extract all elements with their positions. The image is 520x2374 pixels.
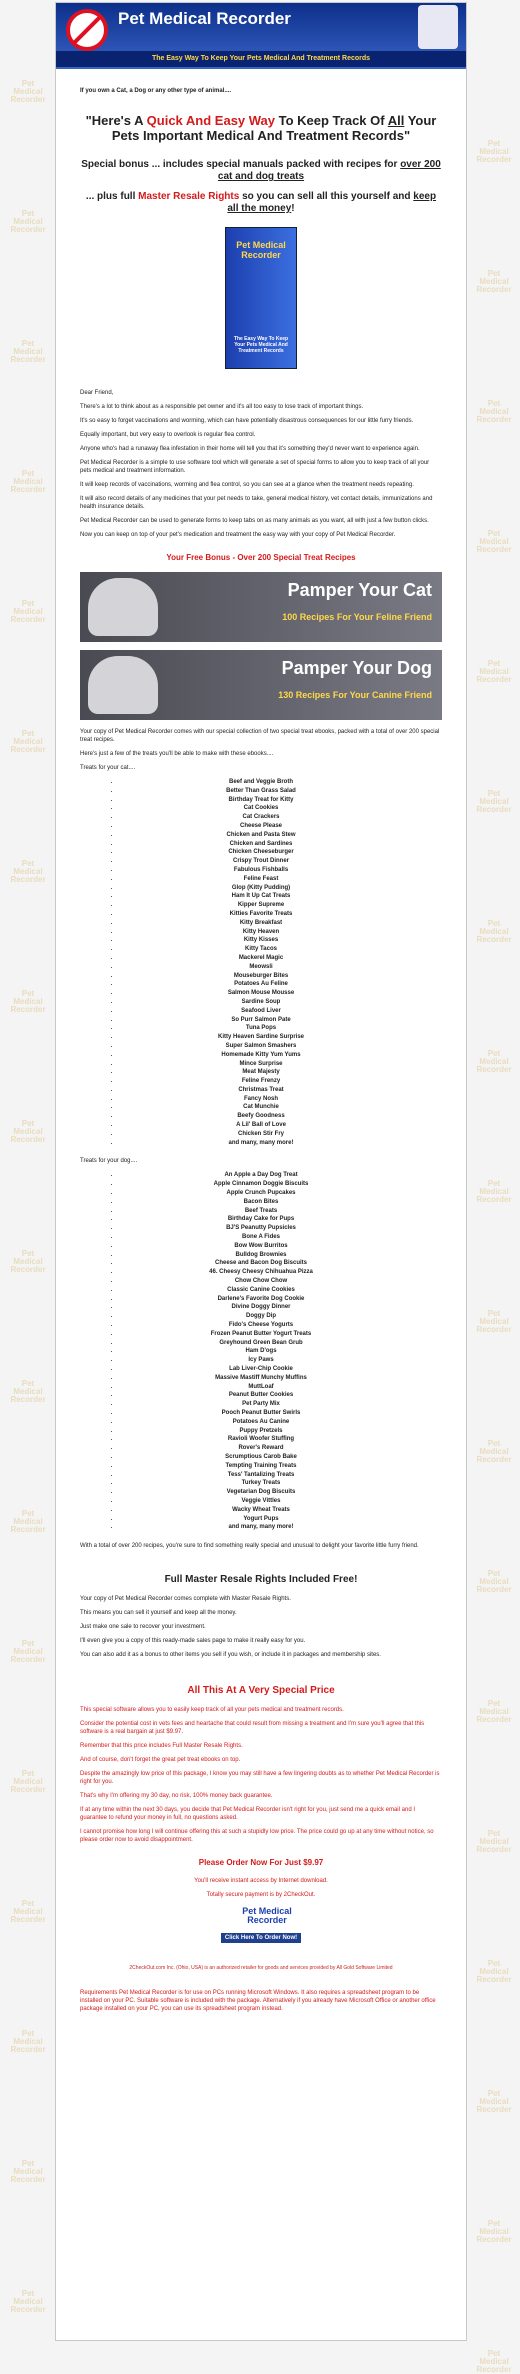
watermark-text: Pet Medical Recorder — [476, 789, 512, 814]
order-button-title: Pet Medical Recorder — [242, 1906, 292, 1926]
treat-item: • Birthday Cake for Pups — [120, 1215, 442, 1224]
dog-treats-list — [80, 1171, 442, 1532]
headline-text: To Keep Track Of — [275, 113, 388, 128]
treat-item: • Kitty Heaven — [120, 928, 442, 937]
treat-item: • Classic Canine Cookies — [120, 1286, 442, 1295]
treat-item: • Lab Liver-Chip Cookie — [120, 1365, 442, 1374]
requirements-text: Requirements Pet Medical Recorder is for use on PCs running Microsoft Windows. It also requires a spreadsheet program to be installed on your PC. Suitable software is included with the package. Alternatively if you already have Microsoft Office or another office package installed on your PC, you can use its spreadsheet program instead. — [80, 1990, 436, 2013]
main-headline — [80, 113, 442, 143]
treat-item: • Pooch Peanut Butter Swirls — [120, 1409, 442, 1418]
price-paragraph: Remember that this price includes Full Master Resale Rights. — [80, 1743, 243, 1750]
treat-item: • Cat Crackers — [120, 813, 442, 822]
treat-item: • Fido's Cheese Yogurts — [120, 1321, 442, 1330]
treat-item: • and many, many more! — [120, 1139, 442, 1148]
treat-item: • Birthday Treat for Kitty — [120, 796, 442, 805]
bonus-paragraph: Here's just a few of the treats you'll be able to make with these ebooks.... — [80, 751, 274, 757]
bonus-emphasis: over 200 cat and dog treats — [217, 159, 441, 182]
price-title: All This At A Very Special Price — [187, 1685, 335, 1697]
treat-item: • Bulldog Brownies — [120, 1251, 442, 1260]
mrr-paragraph: Just make one sale to recover your investment. — [80, 1624, 206, 1631]
treat-item: • Better Than Grass Salad — [120, 787, 442, 796]
watermark-text: Pet Medical Recorder — [476, 2349, 512, 2374]
banner-subtitle: 100 Recipes For Your Feline Friend — [282, 612, 432, 622]
treat-item: • Tempting Training Treats — [120, 1462, 442, 1471]
treat-item: • Puppy Pretzels — [120, 1427, 442, 1436]
treat-item: • Chicken and Sardines — [120, 840, 442, 849]
treat-item: • Kitty Breakfast — [120, 919, 442, 928]
treat-item: • Wacky Wheat Treats — [120, 1506, 442, 1515]
price-paragraph: Consider the potential cost in vets fees and heartache that could result from missing a treatment and I'm sure you'll agree that this software is a real bargain at just $9.97. — [80, 1721, 425, 1736]
treat-item: • Chow Chow Chow — [120, 1277, 442, 1286]
treat-item: • Cat Cookies — [120, 804, 442, 813]
price-paragraph: Despite the amazingly low price of this package, I know you may still have a few lingering doubts as to whether Pet Medical Recorder is right for you. — [80, 1771, 440, 1786]
watermark-text: Pet Medical Recorder — [10, 339, 46, 364]
mrr-paragraph: Your copy of Pet Medical Recorder comes complete with Master Resale Rights. — [80, 1596, 291, 1603]
treat-item: • Frozen Peanut Butter Yogurt Treats — [120, 1330, 442, 1339]
cat-treats-list — [80, 778, 442, 1147]
treat-item: • Bone A Fides — [120, 1233, 442, 1242]
cat-image — [88, 578, 158, 636]
treat-item: • Icy Paws — [120, 1356, 442, 1365]
treat-item: • Sardine Soup — [120, 998, 442, 1007]
watermark-text: Pet Medical Recorder — [476, 1049, 512, 1074]
resale-text: ! — [291, 203, 295, 214]
watermark-text: Pet Medical Recorder — [10, 859, 46, 884]
treat-item: • An Apple a Day Dog Treat — [120, 1171, 442, 1180]
watermark-text: Pet Medical Recorder — [10, 1249, 46, 1274]
treat-item: • Kitty Tacos — [120, 945, 442, 954]
watermark-text: Pet Medical Recorder — [476, 919, 512, 944]
resale-highlight: Master Resale Rights — [138, 191, 240, 202]
order-title: Please Order Now For Just $9.97 — [198, 1858, 324, 1868]
intro-text: If you own a Cat, a Dog or any other type of animal.... — [80, 88, 232, 94]
treat-item: • Ravioli Woofer Stuffing — [120, 1435, 442, 1444]
order-line: You'll receive instant access by Internet download. — [194, 1878, 328, 1885]
watermark-text: Pet Medical Recorder — [476, 269, 512, 294]
watermark-text: Pet Medical Recorder — [10, 2289, 46, 2314]
treat-item: • Potatoes Au Canine — [120, 1418, 442, 1427]
treat-item: • Glop (Kitty Pudding) — [120, 884, 442, 893]
header-tagline: The Easy Way To Keep Your Pets Medical And Treatment Records — [56, 51, 466, 67]
treat-item: • Chicken Stir Fry — [120, 1130, 442, 1139]
watermark-text: Pet Medical Recorder — [10, 599, 46, 624]
treat-item: • Doggy Dip — [120, 1312, 442, 1321]
watermark-text: Pet Medical Recorder — [10, 2029, 46, 2054]
treat-item: • Beefy Goodness — [120, 1112, 442, 1121]
treat-item: • Super Salmon Smashers — [120, 1042, 442, 1051]
treat-item: • Meat Majesty — [120, 1068, 442, 1077]
letter-paragraph: It will keep records of vaccinations, worming and flea control, so you can see at a glance when the treatment needs repeating. — [80, 482, 414, 488]
resale-emphasis: keep all the money — [227, 191, 437, 214]
watermark-text: Pet Medical Recorder — [476, 529, 512, 554]
watermark-text: Pet Medical Recorder — [10, 469, 46, 494]
treat-item: • Pet Party Mix — [120, 1400, 442, 1409]
treat-item: • Kitty Kisses — [120, 936, 442, 945]
treat-item: • Mackerel Magic — [120, 954, 442, 963]
treat-item: • Yogurt Pups — [120, 1515, 442, 1524]
watermark-text: Pet Medical Recorder — [10, 1639, 46, 1664]
bonus-headline — [80, 159, 442, 183]
treat-item: • Mouseburger Bites — [120, 972, 442, 981]
treat-item: • Darlene's Favorite Dog Cookie — [120, 1295, 442, 1304]
product-box-image — [225, 227, 297, 369]
price-paragraph: I cannot promise how long I will continue offering this at such a stupidly low price. The price could go up at any time without notice, so please order now to avoid disappointment. — [80, 1829, 434, 1844]
treat-item: • Feline Feast — [120, 875, 442, 884]
treat-item: • Chicken and Pasta Stew — [120, 831, 442, 840]
headline-text: "Here's A — [85, 113, 147, 128]
total-recipes-text: With a total of over 200 recipes, you're sure to find something really special and unusual to delight your favorite little furry friend. — [80, 1543, 419, 1550]
resale-text: ... plus full — [85, 191, 139, 202]
letter-paragraph: It will also record details of any medicines that your pet needs to take, general medical history, vet contact details, immunizations and health insurance details. — [80, 496, 433, 510]
box-tagline: The Easy Way To Keep Your Pets Medical And Treatment Records — [233, 336, 289, 354]
treat-item: • Fabulous Fishballs — [120, 866, 442, 875]
dog-image — [88, 656, 158, 714]
watermark-text: Pet Medical Recorder — [476, 1569, 512, 1594]
watermark-text: Pet Medical Recorder — [476, 659, 512, 684]
treat-item: • Christmas Treat — [120, 1086, 442, 1095]
mrr-title: Full Master Resale Rights Included Free! — [164, 1574, 358, 1586]
treat-item: • Scrumptious Carob Bake — [120, 1453, 442, 1462]
watermark-text: Pet Medical Recorder — [476, 1179, 512, 1204]
order-now-button[interactable] — [221, 1907, 301, 1947]
banner-subtitle: 130 Recipes For Your Canine Friend — [278, 690, 432, 700]
watermark-text: Pet Medical Recorder — [476, 1829, 512, 1854]
cat-ebook-banner — [80, 572, 442, 642]
treat-item: • Cat Munchie — [120, 1103, 442, 1112]
letter-paragraph: Equally important, but very easy to overlook is regular flea control. — [80, 432, 256, 438]
treat-item: • Kitty Heaven Sardine Surprise — [120, 1033, 442, 1042]
treat-item: • 46. Cheesy Cheesy Chihuahua Pizza — [120, 1268, 442, 1277]
mrr-paragraph: This means you can sell it yourself and keep all the money. — [80, 1610, 237, 1617]
treat-item: • Apple Crunch Pupcakes — [120, 1189, 442, 1198]
watermark-text: Pet Medical Recorder — [476, 2089, 512, 2114]
dog-treats-label: Treats for your dog.... — [80, 1158, 138, 1165]
watermark-text: Pet Medical Recorder — [476, 399, 512, 424]
cat-treats-label: Treats for your cat.... — [80, 765, 136, 771]
watermark-text: Pet Medical Recorder — [476, 1699, 512, 1724]
bonus-text: Special bonus ... includes special manuals packed with recipes for — [81, 159, 401, 170]
retailer-notice: 2CheckOut.com Inc. (Ohio, USA) is an authorized retailer for goods and services provided by All Gold Software Limited — [129, 1965, 393, 1972]
letter-paragraph: There's a lot to think about as a responsible pet owner and it's all too easy to lose track of important things. — [80, 404, 364, 410]
treat-item: • Fancy Nosh — [120, 1095, 442, 1104]
treat-item: • A Lil' Ball of Love — [120, 1121, 442, 1130]
treat-item: • Beef and Veggie Broth — [120, 778, 442, 787]
treat-item: • MuttLoaf — [120, 1383, 442, 1392]
treat-item: • Cheese Please — [120, 822, 442, 831]
watermark-text: Pet Medical Recorder — [10, 1119, 46, 1144]
watermark-text: Pet Medical Recorder — [476, 139, 512, 164]
treat-item: • Potatoes Au Feline — [120, 980, 442, 989]
letter-paragraph: Now you can keep on top of your pet's medication and treatment the easy way with your copy of Pet Medical Recorder. — [80, 532, 396, 538]
order-button-cta: Click Here To Order Now! — [221, 1933, 301, 1943]
treat-item: • Bow Wow Burritos — [120, 1242, 442, 1251]
price-paragraph: This special software allows you to easily keep track of all your pets medical and treatment records. — [80, 1707, 344, 1714]
free-bonus-title: Your Free Bonus - Over 200 Special Treat Recipes — [166, 553, 356, 562]
price-paragraph: That's why I'm offering my 30 day, no risk, 100% money back guarantee. — [80, 1793, 273, 1800]
letter-paragraph: Pet Medical Recorder can be used to generate forms to keep tabs on as many animals as you want, all with just a few button clicks. — [80, 518, 429, 524]
treat-item: • Cheese and Bacon Dog Biscuits — [120, 1259, 442, 1268]
letter-paragraph: Dear Friend, — [80, 390, 114, 396]
page-content — [56, 69, 466, 2035]
bonus-paragraph: Your copy of Pet Medical Recorder comes with our special collection of two special treat ebooks, packed with a total of over 200 special treat recipes. — [80, 729, 440, 743]
order-line: Totally secure payment is by 2CheckOut. — [206, 1892, 316, 1899]
watermark-text: Pet Medical Recorder — [476, 1439, 512, 1464]
treat-item: • Rover's Reward — [120, 1444, 442, 1453]
sales-letter — [80, 389, 442, 539]
treat-item: • Vegetarian Dog Biscuits — [120, 1488, 442, 1497]
page-header — [56, 3, 466, 69]
watermark-text: Pet Medical Recorder — [476, 1959, 512, 1984]
treat-item: • Seafood Liver — [120, 1007, 442, 1016]
price-paragraph: If at any time within the next 30 days, you decide that Pet Medical Recorder isn't right for you, just send me a quick email and I guarantee to refund your money in full, no questions asked. — [80, 1807, 415, 1822]
treat-item: • Peanut Butter Cookies — [120, 1391, 442, 1400]
treat-item: • Kipper Supreme — [120, 901, 442, 910]
treat-item: • Apple Cinnamon Doggie Biscuits — [120, 1180, 442, 1189]
treat-item: • Divine Doggy Dinner — [120, 1303, 442, 1312]
watermark-text: Pet Medical Recorder — [476, 1309, 512, 1334]
box-title: Pet Medical Recorder — [236, 240, 286, 260]
headline-text: Your Pets Important Medical And Treatment Records" — [111, 113, 437, 143]
treat-item: • Beef Treats — [120, 1207, 442, 1216]
treat-item: • So Purr Salmon Pate — [120, 1016, 442, 1025]
treat-item: • Ham D'ogs — [120, 1347, 442, 1356]
treat-item: • Crispy Trout Dinner — [120, 857, 442, 866]
price-paragraph: And of course, don't forget the great pet treat ebooks on top. — [80, 1757, 241, 1764]
treat-item: • Bacon Bites — [120, 1198, 442, 1207]
treat-item: • Tuna Pops — [120, 1024, 442, 1033]
treat-item: • Mince Surprise — [120, 1060, 442, 1069]
headline-underline: All — [387, 113, 405, 128]
no-pets-icon — [66, 9, 108, 51]
mrr-paragraph: You can also add it as a bonus to other items you sell if you wish, or include it in packages and membership sites. — [80, 1652, 381, 1659]
watermark-text: Pet Medical Recorder — [10, 1379, 46, 1404]
treat-item: • Turkey Treats — [120, 1479, 442, 1488]
sales-page — [55, 2, 467, 2341]
letter-paragraph: It's so easy to forget vaccinations and worming, which can have potentially disastrous consequences for our little furry friends. — [80, 418, 414, 424]
treat-item: • Salmon Mouse Mousse — [120, 989, 442, 998]
mrr-paragraph: I'll even give you a copy of this ready-made sales page to make it really easy for you. — [80, 1638, 306, 1645]
watermark-text: Pet Medical Recorder — [10, 989, 46, 1014]
watermark-text: Pet Medical Recorder — [476, 2219, 512, 2244]
watermark-text: Pet Medical Recorder — [10, 1769, 46, 1794]
treat-item: • Homemade Kitty Yum Yums — [120, 1051, 442, 1060]
dog-ebook-banner — [80, 650, 442, 720]
treat-item: • Ham It Up Cat Treats — [120, 892, 442, 901]
banner-title: Pamper Your Cat — [287, 580, 432, 600]
resale-text: so you can sell all this yourself and — [239, 191, 414, 202]
treat-item: • Feline Frenzy — [120, 1077, 442, 1086]
treat-item: • Veggie Vittles — [120, 1497, 442, 1506]
treat-item: • BJ'S Peanutty Pupsicles — [120, 1224, 442, 1233]
treat-item: • Chicken Cheeseburger — [120, 848, 442, 857]
watermark-text: Pet Medical Recorder — [10, 209, 46, 234]
letter-paragraph: Pet Medical Recorder is a simple to use software tool which will generate a set of special forms to allow you to keep track of all your pets medical and treatment information. — [80, 460, 430, 474]
watermark-text: Pet Medical Recorder — [10, 79, 46, 104]
header-title: Pet Medical Recorder — [118, 9, 291, 28]
vet-doctor-image — [418, 5, 458, 49]
watermark-text: Pet Medical Recorder — [10, 1899, 46, 1924]
treat-item: • Kitties Favorite Treats — [120, 910, 442, 919]
treat-item: • and many, many more! — [120, 1523, 442, 1532]
resale-headline — [80, 191, 442, 215]
watermark-text: Pet Medical Recorder — [10, 2159, 46, 2184]
treat-item: • Massive Mastiff Munchy Muffins — [120, 1374, 442, 1383]
headline-highlight: Quick And Easy Way — [146, 113, 276, 128]
letter-paragraph: Anyone who's had a runaway flea infestation in their home will tell you that it's something they'd never want to experience again. — [80, 446, 420, 452]
treat-item: • Tess' Tantalizing Treats — [120, 1471, 442, 1480]
watermark-text: Pet Medical Recorder — [10, 1509, 46, 1534]
treat-item: • Greyhound Green Bean Grub — [120, 1339, 442, 1348]
watermark-text: Pet Medical Recorder — [10, 729, 46, 754]
banner-title: Pamper Your Dog — [281, 658, 432, 678]
treat-item: • Meowsli — [120, 963, 442, 972]
